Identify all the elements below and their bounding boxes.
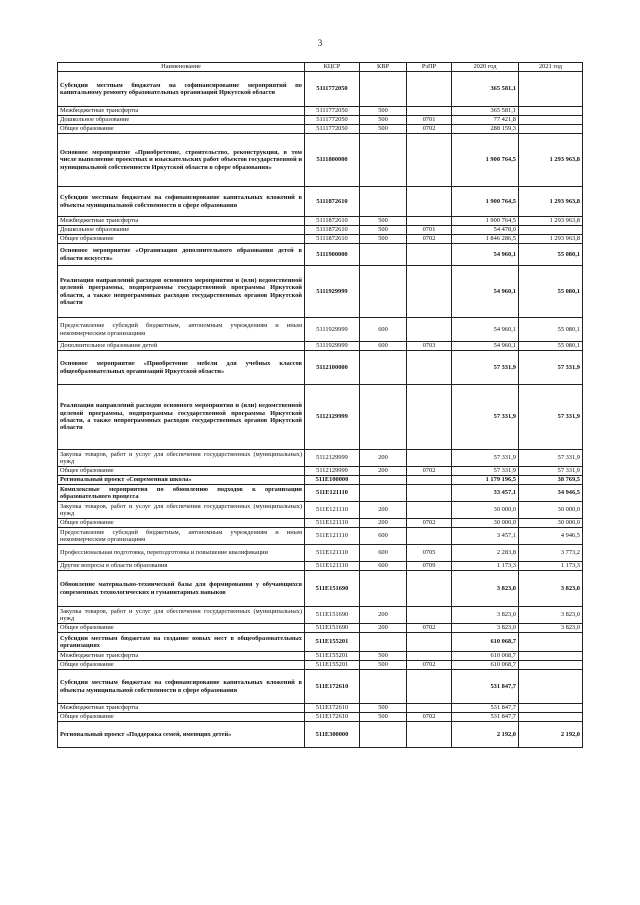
row-2021-cell — [519, 652, 583, 661]
column-header-2021: 2021 год — [519, 63, 583, 72]
row-rzpr-cell — [407, 385, 452, 450]
row-kcsr-cell: 511E121110 — [305, 519, 360, 528]
row-2020-cell: 610 068,7 — [452, 652, 519, 661]
row-name-cell: Межбюджетные трансферты — [58, 652, 305, 661]
row-name-cell: Общее образование — [58, 519, 305, 528]
row-name-cell: Закупка товаров, работ и услуг для обеспечения государственных (муниципальных) нужд — [58, 450, 305, 467]
row-kvr-cell — [360, 722, 407, 748]
row-name-cell: Общее образование — [58, 467, 305, 476]
row-kvr-cell: 200 — [360, 467, 407, 476]
row-kvr-cell: 200 — [360, 624, 407, 633]
row-2020-cell: 54 478,0 — [452, 226, 519, 235]
row-kvr-cell — [360, 187, 407, 217]
row-kvr-cell: 200 — [360, 502, 407, 519]
row-kcsr-cell: 511E121110 — [305, 502, 360, 519]
row-kvr-cell: 600 — [360, 528, 407, 545]
row-2020-cell: 30 000,0 — [452, 502, 519, 519]
column-header-2020: 2020 год — [452, 63, 519, 72]
row-rzpr-cell — [407, 187, 452, 217]
row-name-cell: Реализация направлений расходов основного мероприятия и (или) ведомственной целевой программы, подпрограммы государственной программы Иркутской области, а также непрограммных расходов государственных органов Иркутской области — [58, 385, 305, 450]
row-2020-cell: 1 173,3 — [452, 562, 519, 571]
row-kcsr-cell: 5111929999 — [305, 266, 360, 318]
row-rzpr-cell: 0709 — [407, 562, 452, 571]
row-name-cell: Региональный проект «Поддержка семей, имеющих детей» — [58, 722, 305, 748]
row-kcsr-cell: 5111929999 — [305, 318, 360, 342]
row-2021-cell: 55 080,1 — [519, 318, 583, 342]
row-2021-cell — [519, 226, 583, 235]
table-row — [58, 235, 583, 244]
row-name-cell: Профессиональная подготовка, переподготовка и повышение квалификации — [58, 545, 305, 562]
table-row — [58, 562, 583, 571]
row-kvr-cell: 500 — [360, 125, 407, 134]
row-2020-cell: 57 331,9 — [452, 450, 519, 467]
row-rzpr-cell — [407, 450, 452, 467]
page-number: 3 — [317, 38, 323, 48]
row-2020-cell: 1 900 764,5 — [452, 217, 519, 226]
row-2020-cell: 54 960,1 — [452, 342, 519, 351]
row-name-cell: Субсидии местным бюджетам на софинансирование мероприятий по капитальному ремонту образовательных организаций Иркутской области — [58, 72, 305, 107]
row-name-cell: Межбюджетные трансферты — [58, 704, 305, 713]
row-rzpr-cell: 0701 — [407, 226, 452, 235]
table-header-row — [58, 63, 583, 72]
row-name-cell: Субсидии местным бюджетам на софинансирование капитальных вложений в объекты муниципальной собственности в сфере образования — [58, 670, 305, 704]
table-row — [58, 226, 583, 235]
row-2020-cell: 1 846 286,5 — [452, 235, 519, 244]
row-rzpr-cell: 0702 — [407, 713, 452, 722]
row-kvr-cell — [360, 351, 407, 385]
row-kvr-cell: 500 — [360, 713, 407, 722]
row-rzpr-cell — [407, 351, 452, 385]
row-kvr-cell: 500 — [360, 116, 407, 125]
table-row — [58, 187, 583, 217]
row-kcsr-cell: 5111872610 — [305, 187, 360, 217]
row-2021-cell — [519, 116, 583, 125]
row-kcsr-cell: 5112129999 — [305, 450, 360, 467]
row-2021-cell — [519, 670, 583, 704]
row-kvr-cell: 200 — [360, 450, 407, 467]
table-row — [58, 571, 583, 607]
table-row — [58, 72, 583, 107]
table-row — [58, 134, 583, 187]
budget-table — [57, 62, 583, 748]
row-rzpr-cell: 0702 — [407, 125, 452, 134]
row-rzpr-cell: 0701 — [407, 116, 452, 125]
row-2020-cell: 531 847,7 — [452, 713, 519, 722]
row-rzpr-cell — [407, 571, 452, 607]
row-kcsr-cell: 511E300000 — [305, 722, 360, 748]
row-2020-cell: 3 457,1 — [452, 528, 519, 545]
row-2020-cell: 1 179 196,5 — [452, 476, 519, 485]
row-kvr-cell — [360, 633, 407, 652]
row-kcsr-cell: 5111872610 — [305, 217, 360, 226]
row-rzpr-cell — [407, 502, 452, 519]
row-name-cell: Предоставление субсидий бюджетным, автономным учреждениям и иным некоммерческим организациям — [58, 528, 305, 545]
row-kcsr-cell: 511E121110 — [305, 562, 360, 571]
table-row — [58, 704, 583, 713]
row-2021-cell — [519, 661, 583, 670]
row-rzpr-cell — [407, 607, 452, 624]
row-2021-cell: 2 192,0 — [519, 722, 583, 748]
table-row — [58, 450, 583, 467]
table-row — [58, 502, 583, 519]
table-row — [58, 318, 583, 342]
table-row — [58, 385, 583, 450]
row-kcsr-cell: 5111872610 — [305, 226, 360, 235]
row-rzpr-cell — [407, 670, 452, 704]
row-2020-cell: 33 457,1 — [452, 485, 519, 502]
row-2021-cell: 1 293 963,8 — [519, 235, 583, 244]
row-name-cell: Субсидии местным бюджетам на софинансирование капитальных вложений в объекты муниципальной собственности в сфере образования — [58, 187, 305, 217]
row-2020-cell: 57 331,9 — [452, 385, 519, 450]
row-2021-cell: 1 293 963,8 — [519, 217, 583, 226]
row-kvr-cell — [360, 485, 407, 502]
row-2020-cell: 365 581,1 — [452, 107, 519, 116]
row-2021-cell: 34 946,5 — [519, 485, 583, 502]
row-2020-cell: 57 331,9 — [452, 467, 519, 476]
table-row — [58, 624, 583, 633]
row-2020-cell: 54 960,1 — [452, 266, 519, 318]
row-rzpr-cell: 0702 — [407, 467, 452, 476]
row-kcsr-cell: 511E121110 — [305, 545, 360, 562]
row-name-cell: Обновление материально-технической базы для формирования у обучающихся современных технологических и гуманитарных навыков — [58, 571, 305, 607]
row-rzpr-cell — [407, 485, 452, 502]
column-header-rzpr: РзПР — [407, 63, 452, 72]
row-2021-cell: 57 331,9 — [519, 351, 583, 385]
row-rzpr-cell: 0702 — [407, 624, 452, 633]
row-kcsr-cell: 511E151690 — [305, 607, 360, 624]
row-kvr-cell: 500 — [360, 226, 407, 235]
row-kcsr-cell: 511E155201 — [305, 652, 360, 661]
row-rzpr-cell: 0703 — [407, 342, 452, 351]
row-name-cell: Предоставление субсидий бюджетным, автономным учреждениям и иным некоммерческим организациям — [58, 318, 305, 342]
row-2020-cell: 54 960,1 — [452, 318, 519, 342]
row-kvr-cell — [360, 476, 407, 485]
row-2021-cell: 1 293 963,8 — [519, 187, 583, 217]
row-2020-cell: 610 068,7 — [452, 661, 519, 670]
table-row — [58, 528, 583, 545]
row-2020-cell: 531 847,7 — [452, 704, 519, 713]
row-2021-cell: 55 080,1 — [519, 266, 583, 318]
row-name-cell: Закупка товаров, работ и услуг для обеспечения государственных (муниципальных) нужд — [58, 502, 305, 519]
row-kcsr-cell: 5111772050 — [305, 125, 360, 134]
row-rzpr-cell — [407, 244, 452, 266]
table-row — [58, 607, 583, 624]
row-kcsr-cell: 5111772050 — [305, 116, 360, 125]
table-row — [58, 722, 583, 748]
row-kvr-cell — [360, 134, 407, 187]
row-kcsr-cell: 5112100000 — [305, 351, 360, 385]
row-2020-cell: 1 900 764,5 — [452, 187, 519, 217]
row-2020-cell: 610 068,7 — [452, 633, 519, 652]
row-2021-cell: 30 000,0 — [519, 502, 583, 519]
row-2021-cell: 55 080,1 — [519, 342, 583, 351]
row-2020-cell: 365 581,1 — [452, 72, 519, 107]
table-row — [58, 217, 583, 226]
row-kcsr-cell: 511E151690 — [305, 624, 360, 633]
row-name-cell: Основное мероприятие «Приобретение мебели для учебных классов общеобразовательных организаций Иркутской области» — [58, 351, 305, 385]
row-2021-cell: 57 331,9 — [519, 385, 583, 450]
row-rzpr-cell — [407, 528, 452, 545]
row-2021-cell: 3 823,0 — [519, 607, 583, 624]
row-kcsr-cell: 5112129999 — [305, 385, 360, 450]
row-name-cell: Региональный проект «Современная школа» — [58, 476, 305, 485]
row-kvr-cell: 500 — [360, 661, 407, 670]
row-rzpr-cell — [407, 134, 452, 187]
row-kvr-cell — [360, 244, 407, 266]
row-name-cell: Основное мероприятие «Организация дополнительного образования детей в области искусств» — [58, 244, 305, 266]
table-row — [58, 476, 583, 485]
row-kcsr-cell: 5111872610 — [305, 235, 360, 244]
row-kvr-cell: 500 — [360, 107, 407, 116]
row-name-cell: Реализация направлений расходов основного мероприятия и (или) ведомственной целевой программы, подпрограммы государственной программы Иркутской области, а также непрограммных расходов государственных органов Иркутской области — [58, 266, 305, 318]
row-2021-cell: 55 080,1 — [519, 244, 583, 266]
row-2020-cell: 531 847,7 — [452, 670, 519, 704]
row-kvr-cell — [360, 266, 407, 318]
row-2021-cell — [519, 125, 583, 134]
row-name-cell: Основное мероприятие «Приобретение, строительство, реконструкция, в том числе выполнение проектных и изыскательских работ объектов государственной и муниципальной собственности Иркутской области в сфере образования» — [58, 134, 305, 187]
row-name-cell: Межбюджетные трансферты — [58, 217, 305, 226]
table-row — [58, 485, 583, 502]
table-row — [58, 107, 583, 116]
table-row — [58, 467, 583, 476]
row-kcsr-cell: 511E100000 — [305, 476, 360, 485]
table-row — [58, 545, 583, 562]
column-header-kcsr: КЦСР — [305, 63, 360, 72]
row-rzpr-cell — [407, 217, 452, 226]
table-row — [58, 633, 583, 652]
row-2021-cell — [519, 72, 583, 107]
row-kvr-cell: 600 — [360, 318, 407, 342]
table-row — [58, 713, 583, 722]
row-2020-cell: 1 900 764,5 — [452, 134, 519, 187]
row-2021-cell: 38 769,5 — [519, 476, 583, 485]
row-kvr-cell: 200 — [360, 519, 407, 528]
row-2021-cell — [519, 713, 583, 722]
row-kcsr-cell: 5111800000 — [305, 134, 360, 187]
row-kvr-cell: 500 — [360, 235, 407, 244]
row-kvr-cell — [360, 72, 407, 107]
row-rzpr-cell — [407, 633, 452, 652]
row-2020-cell: 30 000,0 — [452, 519, 519, 528]
row-2020-cell: 2 283,8 — [452, 545, 519, 562]
row-name-cell: Закупка товаров, работ и услуг для обеспечения государственных (муниципальных) нужд — [58, 607, 305, 624]
row-kvr-cell: 600 — [360, 545, 407, 562]
row-name-cell: Межбюджетные трансферты — [58, 107, 305, 116]
row-2020-cell: 54 960,1 — [452, 244, 519, 266]
row-rzpr-cell: 0702 — [407, 235, 452, 244]
row-name-cell: Общее образование — [58, 624, 305, 633]
row-2021-cell — [519, 704, 583, 713]
row-name-cell: Дошкольное образование — [58, 226, 305, 235]
row-name-cell: Дошкольное образование — [58, 116, 305, 125]
row-rzpr-cell — [407, 107, 452, 116]
row-name-cell: Субсидии местным бюджетам на создание новых мест в общеобразовательных организациях — [58, 633, 305, 652]
row-name-cell: Другие вопросы в области образования — [58, 562, 305, 571]
row-kvr-cell: 500 — [360, 652, 407, 661]
row-2021-cell: 1 293 963,8 — [519, 134, 583, 187]
row-rzpr-cell: 0702 — [407, 661, 452, 670]
table-row — [58, 670, 583, 704]
row-2021-cell — [519, 633, 583, 652]
table-row — [58, 266, 583, 318]
row-2020-cell: 3 823,0 — [452, 624, 519, 633]
row-2021-cell: 57 331,9 — [519, 450, 583, 467]
row-2020-cell: 3 823,0 — [452, 607, 519, 624]
table-row — [58, 519, 583, 528]
row-2020-cell: 3 823,0 — [452, 571, 519, 607]
row-kvr-cell: 500 — [360, 704, 407, 713]
table-row — [58, 244, 583, 266]
row-kcsr-cell: 5111900000 — [305, 244, 360, 266]
row-2021-cell: 1 173,3 — [519, 562, 583, 571]
table-row — [58, 652, 583, 661]
row-kcsr-cell: 5111772050 — [305, 107, 360, 116]
row-kcsr-cell: 5112129999 — [305, 467, 360, 476]
row-name-cell: Общее образование — [58, 713, 305, 722]
row-2021-cell: 4 946,5 — [519, 528, 583, 545]
row-kcsr-cell: 5111929999 — [305, 342, 360, 351]
row-2021-cell — [519, 107, 583, 116]
row-kvr-cell — [360, 571, 407, 607]
row-kvr-cell: 600 — [360, 562, 407, 571]
row-name-cell: Общее образование — [58, 661, 305, 670]
row-kvr-cell — [360, 385, 407, 450]
row-2020-cell: 57 331,9 — [452, 351, 519, 385]
row-rzpr-cell — [407, 476, 452, 485]
table-row — [58, 116, 583, 125]
row-2021-cell: 3 823,0 — [519, 624, 583, 633]
row-kcsr-cell: 511E172610 — [305, 704, 360, 713]
row-name-cell: Общее образование — [58, 235, 305, 244]
row-kcsr-cell: 511E172610 — [305, 713, 360, 722]
row-rzpr-cell — [407, 722, 452, 748]
row-2020-cell: 77 421,8 — [452, 116, 519, 125]
column-header-name: Наименование — [58, 63, 305, 72]
table-row — [58, 661, 583, 670]
table-row — [58, 125, 583, 134]
row-kcsr-cell: 511E155201 — [305, 661, 360, 670]
table-row — [58, 351, 583, 385]
row-2020-cell: 288 159,3 — [452, 125, 519, 134]
row-2021-cell: 30 000,0 — [519, 519, 583, 528]
row-kvr-cell: 600 — [360, 342, 407, 351]
row-kcsr-cell: 511E151690 — [305, 571, 360, 607]
row-kcsr-cell: 511E155201 — [305, 633, 360, 652]
row-name-cell: Общее образование — [58, 125, 305, 134]
row-rzpr-cell — [407, 704, 452, 713]
row-name-cell: Комплексные мероприятия по обновлению подходов к организации образовательного процесса — [58, 485, 305, 502]
row-2021-cell: 3 823,0 — [519, 571, 583, 607]
row-kvr-cell: 200 — [360, 607, 407, 624]
row-rzpr-cell — [407, 318, 452, 342]
row-2020-cell: 2 192,0 — [452, 722, 519, 748]
table-row — [58, 342, 583, 351]
row-rzpr-cell — [407, 652, 452, 661]
row-kvr-cell: 500 — [360, 217, 407, 226]
row-kcsr-cell: 5111772050 — [305, 72, 360, 107]
row-rzpr-cell — [407, 72, 452, 107]
row-kcsr-cell: 511E121110 — [305, 528, 360, 545]
row-2021-cell: 57 331,9 — [519, 467, 583, 476]
row-rzpr-cell — [407, 266, 452, 318]
row-rzpr-cell: 0705 — [407, 545, 452, 562]
column-header-kvr: КВР — [360, 63, 407, 72]
row-kvr-cell — [360, 670, 407, 704]
row-kcsr-cell: 511E121110 — [305, 485, 360, 502]
row-rzpr-cell: 0702 — [407, 519, 452, 528]
row-2021-cell: 3 773,2 — [519, 545, 583, 562]
row-name-cell: Дополнительное образование детей — [58, 342, 305, 351]
row-kcsr-cell: 511E172610 — [305, 670, 360, 704]
